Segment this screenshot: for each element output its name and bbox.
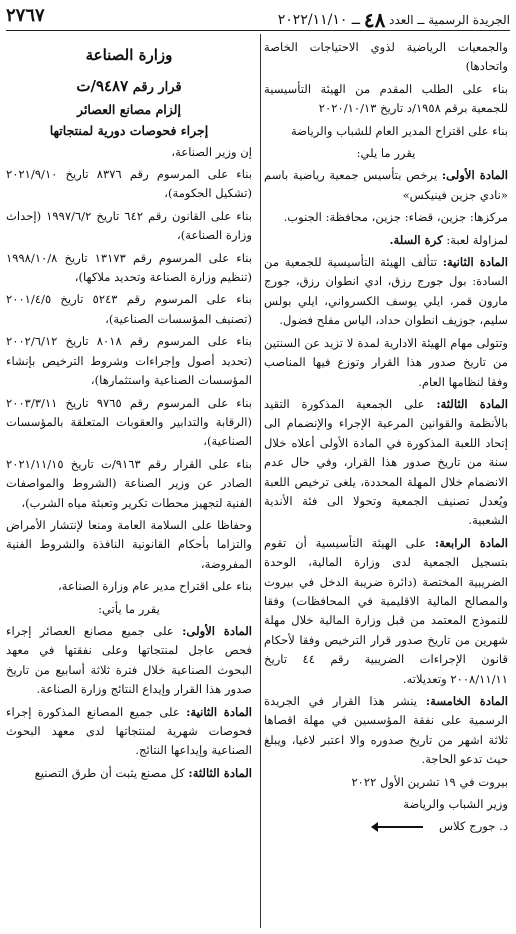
article-title: المادة الثالثة: xyxy=(436,396,509,411)
article-title: المادة الأولى: xyxy=(441,168,509,183)
citation: بناء على المرسوم رقم ١٣١٧٣ تاريخ ١٩٩٨/١٠/٨ (تنظيم وزارة الصناعة وتحديد ملاكها)، xyxy=(6,250,252,285)
date-line: بيروت في ١٩ تشرين الأول ٢٠٢٢ xyxy=(351,774,508,789)
sport-line xyxy=(264,231,508,250)
article-title: المادة الثالثة: xyxy=(188,765,252,780)
signer-line xyxy=(264,817,508,836)
article-text: على جميع مصانع العصائر إجراء فحص عاجل لمنتجاتها وعلى نفقتها في معهد البحوث الصناعية خلال فترة ثلاثة أسابيع من تاريخ صدور هذا القرار وإيداع النتائج وزارة الصناعة. xyxy=(6,623,252,697)
citation: وحفاظا على السلامة العامة ومنعا لإنتشار الأمراض والتزاما بأحكام القانونية النافذة والشروط الفنية المفروضة، xyxy=(6,517,252,571)
citation: بناء على القانون رقم ٦٤٢ تاريخ ١٩٩٧/٦/٢ (إحداث وزارة الصناعة)، xyxy=(6,208,252,243)
article-1 xyxy=(264,166,508,205)
decides-line: يقرر ما يأتي: xyxy=(98,601,160,616)
article-3 xyxy=(6,764,252,783)
article-text: ينشر هذا القرار في الجريدة الرسمية على نفقة المؤسسين في مهلة اقصاها ثلاثة اشهر من تاريخ صدوره والا اعتبر لاغيا، ويبلغ حيث تدعو الحاجة. xyxy=(264,694,508,767)
gazette-label: الجريدة الرسمية ــ العدد xyxy=(389,13,510,27)
gazette-title xyxy=(278,8,510,32)
article-title: المادة الثانية: xyxy=(442,255,508,270)
paragraph: إن وزير الصناعة، xyxy=(171,144,252,159)
article-title: المادة الرابعة: xyxy=(434,535,508,550)
citation: بناء على المرسوم رقم ٨٣٧٦ تاريخ ٢٠٢١/٩/١٠ (تشكيل الحكومة)، xyxy=(6,167,252,201)
article-5 xyxy=(264,692,508,770)
article-title: المادة الخامسة: xyxy=(425,694,508,708)
ministry-heading: وزارة الصناعة xyxy=(85,46,173,64)
page-header xyxy=(6,4,510,31)
article-text: على الهيئة التأسيسية أن تقوم بتسجيل الجمعية لدى وزارة المالية، الوحدة الضريبية المختصة (دائرة ضريبة الدخل في بيروت والمصالح المالية الاقليمية في المحافظات) وفقا للنموذج المعتمد من قبل وزارة المالية خلال مهلة شهرين من تاريخ صدور قرار الترخيص وفقا لأحكام قانون الإجراءات الضريبية رقم ٤٤ تاريخ ٢٠٠٨/١١/١١ وتعديلاته. xyxy=(264,535,508,686)
article-title: المادة الثانية: xyxy=(186,704,252,719)
signer-title: وزير الشباب والرياضة xyxy=(403,797,508,812)
paragraph: والجمعيات الرياضية لذوي الاحتياجات الخاصة واتحادها) xyxy=(264,40,508,74)
article-text: على جميع المصانع المذكورة إجراء فحوصات شهرية لمنتجاتها لدى معهد البحوث الصناعية وإيداعها النتائج. xyxy=(6,704,252,758)
citation: بناء على المرسوم رقم ٥٢٤٣ تاريخ ٢٠٠١/٤/٥ (تصنيف المؤسسات الصناعية)، xyxy=(6,292,252,326)
paragraph: مركزها: جزين، قضاء: جزين، محافظة: الجنوب. xyxy=(283,210,508,225)
article-text: تتألف الهيئة التأسيسية للجمعية من السادة: بول جورج رزق، ادي انطوان رزق، جورج مارون قمر، ايلي يوسف الكسرواني، ايلي بولس سليم، جوزيف انطوان حداد، الياس مفلح فضول. xyxy=(264,255,508,328)
paragraph: بناء على اقتراح المدير العام للشباب والرياضة xyxy=(290,123,508,138)
article-4 xyxy=(264,534,508,689)
paragraph: بناء على الطلب المقدم من الهيئة التأسيسية للجمعية برقم ١٩٥٨/د تاريخ ٢٠٢٠/١٠/١٣ xyxy=(264,81,508,116)
article-3 xyxy=(264,395,508,531)
article-text: على الجمعية المذكورة التقيد بالأنظمة والقوانين المرعية الإجراء والإنضمام الى إتحاد اللعبة المذكورة في المادة الأولى أعلاه خلال سنة من تاريخ صدور هذا القرار، وفي حال عدم الانضمام خلال المهلة المحددة، يلغى ترخيص اللعبة ويُعدل تصنيف الجمعية وتحولا الى فئة الأندية الشعبية. xyxy=(264,396,508,528)
arrow-left-icon xyxy=(377,826,423,828)
citation: بناء على اقتراح مدير عام وزارة الصناعة، xyxy=(58,579,252,594)
decision-subtitle: إلزام مصانع العصائر xyxy=(77,101,181,117)
right-column xyxy=(264,38,508,840)
page-number: ٢٧٦٧ xyxy=(6,5,45,26)
citation: بناء على المرسوم رقم ٨٠١٨ تاريخ ٢٠٠٢/٦/١٢ (تحديد أصول وإجراءات وشروط الترخيص بإنشاء المؤسسات الصناعية واستثمارها)، xyxy=(6,334,252,388)
article-text: كل مصنع يثبت أن طرق التصنيع xyxy=(34,765,185,780)
article-1 xyxy=(6,622,252,700)
article-2 xyxy=(6,703,252,761)
article-2 xyxy=(264,253,508,331)
issue-date: ــ ٢٠٢٢/١١/١٠ xyxy=(277,12,361,28)
citation: بناء على القرار رقم ٩١٦٣/ت تاريخ ٢٠٢١/١١/١٥ الصادر عن وزير الصناعة (الشروط والمواصفات الفنية لتجهيز محطات تكرير وتعبئة مياه الشرب)، xyxy=(6,456,253,510)
column-divider xyxy=(260,34,261,928)
paragraph: وتتولى مهام الهيئة الادارية لمدة لا تزيد عن السنتين من تاريخ صدور هذا القرار وتوزع فيها المناصب وفقا لنظامها العام. xyxy=(264,335,508,389)
decision-label: قرار رقم xyxy=(132,80,182,96)
citation: بناء على المرسوم رقم ٩٧٦٥ تاريخ ٢٠٠٣/٣/١١ (الرقابة والتدابير والعقوبات المتعلقة بالمؤسسات الصناعية)، xyxy=(6,395,252,449)
decision-heading xyxy=(6,77,252,97)
issue-number: ٤٨ xyxy=(363,8,386,32)
decision-number: ٩٤٨٧/ت xyxy=(76,77,129,96)
left-column xyxy=(6,38,252,786)
sport-name: كرة السلة. xyxy=(389,232,443,247)
decision-subtitle: إجراء فحوصات دورية لمنتجاتها xyxy=(49,123,209,139)
article-text: يرخص بتأسيس جمعية رياضية باسم «نادي جزين فينيكس» xyxy=(264,168,508,202)
decides-line: يقرر ما يلي: xyxy=(356,146,416,161)
sport-label: لمزاولة لعبة: xyxy=(446,232,508,247)
article-title: المادة الأولى: xyxy=(182,623,252,638)
signer-name: د. جورج كلاس xyxy=(438,819,508,834)
